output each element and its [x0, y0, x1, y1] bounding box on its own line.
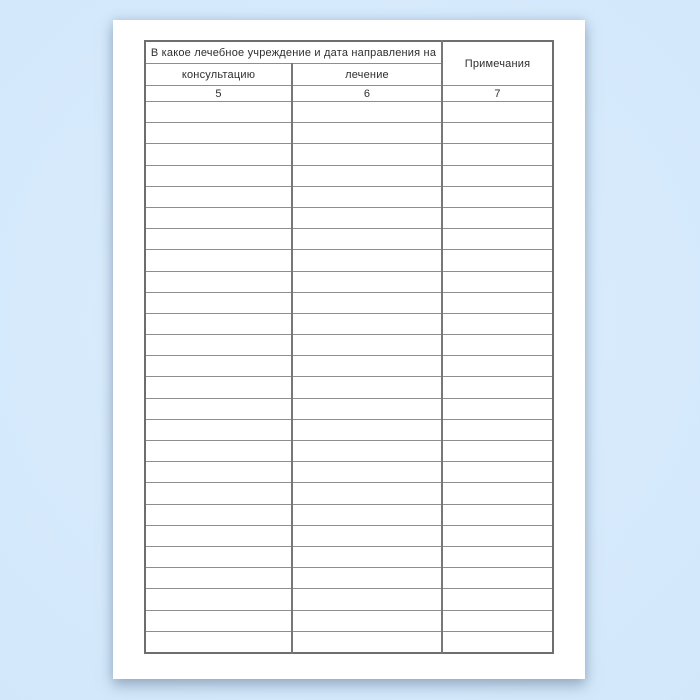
empty-row — [145, 441, 553, 462]
header-notes: Примечания — [442, 41, 553, 86]
empty-cell — [292, 165, 442, 186]
header-consultation: консультацию — [145, 64, 292, 86]
empty-cell — [442, 462, 553, 483]
empty-cell — [145, 292, 292, 313]
empty-cell — [145, 504, 292, 525]
empty-row — [145, 546, 553, 567]
empty-cell — [442, 292, 553, 313]
empty-cell — [442, 610, 553, 631]
empty-cell — [292, 631, 442, 653]
empty-cell — [442, 123, 553, 144]
empty-cell — [292, 398, 442, 419]
empty-cell — [145, 144, 292, 165]
empty-row — [145, 483, 553, 504]
empty-cell — [292, 377, 442, 398]
empty-cell — [145, 631, 292, 653]
empty-cell — [145, 186, 292, 207]
empty-cell — [145, 525, 292, 546]
empty-cell — [145, 398, 292, 419]
empty-cell — [442, 398, 553, 419]
empty-row — [145, 631, 553, 653]
empty-cell — [442, 207, 553, 228]
empty-cell — [145, 102, 292, 123]
header-group-title: В какое лечебное учреждение и дата направления на — [145, 41, 442, 64]
empty-cell — [145, 229, 292, 250]
empty-cell — [442, 271, 553, 292]
empty-cell — [442, 102, 553, 123]
empty-cell — [442, 229, 553, 250]
column-index-treatment: 6 — [292, 86, 442, 102]
empty-cell — [292, 483, 442, 504]
empty-cell — [292, 610, 442, 631]
empty-cell — [442, 441, 553, 462]
empty-cell — [442, 165, 553, 186]
empty-cell — [145, 313, 292, 334]
empty-cell — [145, 589, 292, 610]
empty-row — [145, 335, 553, 356]
header-treatment: лечение — [292, 64, 442, 86]
empty-cell — [145, 123, 292, 144]
empty-cell — [145, 419, 292, 440]
empty-cell — [292, 568, 442, 589]
referral-table — [144, 40, 554, 654]
empty-cell — [292, 356, 442, 377]
empty-cell — [292, 102, 442, 123]
empty-cell — [292, 144, 442, 165]
empty-cell — [442, 546, 553, 567]
empty-row — [145, 123, 553, 144]
empty-cell — [145, 250, 292, 271]
empty-cell — [292, 123, 442, 144]
empty-row — [145, 165, 553, 186]
column-index-consultation: 5 — [145, 86, 292, 102]
empty-row — [145, 504, 553, 525]
empty-cell — [442, 144, 553, 165]
empty-cell — [292, 589, 442, 610]
empty-cell — [442, 313, 553, 334]
empty-cell — [145, 546, 292, 567]
empty-row — [145, 377, 553, 398]
empty-cell — [442, 525, 553, 546]
empty-cell — [292, 207, 442, 228]
column-index-row — [145, 86, 553, 102]
empty-row — [145, 419, 553, 440]
document-page — [113, 20, 585, 679]
empty-cell — [442, 504, 553, 525]
column-index-notes: 7 — [442, 86, 553, 102]
empty-row — [145, 610, 553, 631]
empty-cell — [292, 292, 442, 313]
empty-row — [145, 462, 553, 483]
empty-cell — [145, 271, 292, 292]
empty-cell — [292, 186, 442, 207]
empty-cell — [442, 568, 553, 589]
empty-cell — [442, 631, 553, 653]
empty-cell — [292, 229, 442, 250]
header-row-group — [145, 41, 553, 64]
empty-cell — [442, 250, 553, 271]
empty-cell — [145, 610, 292, 631]
empty-row — [145, 186, 553, 207]
empty-cell — [145, 377, 292, 398]
empty-row — [145, 229, 553, 250]
empty-cell — [442, 356, 553, 377]
empty-cell — [442, 419, 553, 440]
empty-cell — [292, 271, 442, 292]
empty-row — [145, 292, 553, 313]
empty-cell — [145, 462, 292, 483]
empty-row — [145, 313, 553, 334]
empty-cell — [145, 207, 292, 228]
empty-cell — [292, 462, 442, 483]
table-body — [145, 102, 553, 653]
empty-row — [145, 356, 553, 377]
empty-cell — [145, 441, 292, 462]
empty-cell — [145, 356, 292, 377]
empty-cell — [292, 313, 442, 334]
empty-cell — [442, 589, 553, 610]
empty-cell — [442, 377, 553, 398]
empty-row — [145, 589, 553, 610]
empty-cell — [292, 546, 442, 567]
empty-row — [145, 271, 553, 292]
empty-cell — [292, 504, 442, 525]
empty-row — [145, 525, 553, 546]
empty-cell — [442, 335, 553, 356]
empty-cell — [145, 335, 292, 356]
empty-cell — [145, 568, 292, 589]
empty-row — [145, 102, 553, 123]
empty-row — [145, 250, 553, 271]
empty-cell — [145, 165, 292, 186]
empty-cell — [292, 441, 442, 462]
empty-row — [145, 144, 553, 165]
empty-row — [145, 207, 553, 228]
empty-cell — [292, 525, 442, 546]
empty-row — [145, 398, 553, 419]
empty-cell — [442, 186, 553, 207]
empty-row — [145, 568, 553, 589]
empty-cell — [442, 483, 553, 504]
empty-cell — [292, 250, 442, 271]
empty-cell — [145, 483, 292, 504]
empty-cell — [292, 419, 442, 440]
empty-cell — [292, 335, 442, 356]
